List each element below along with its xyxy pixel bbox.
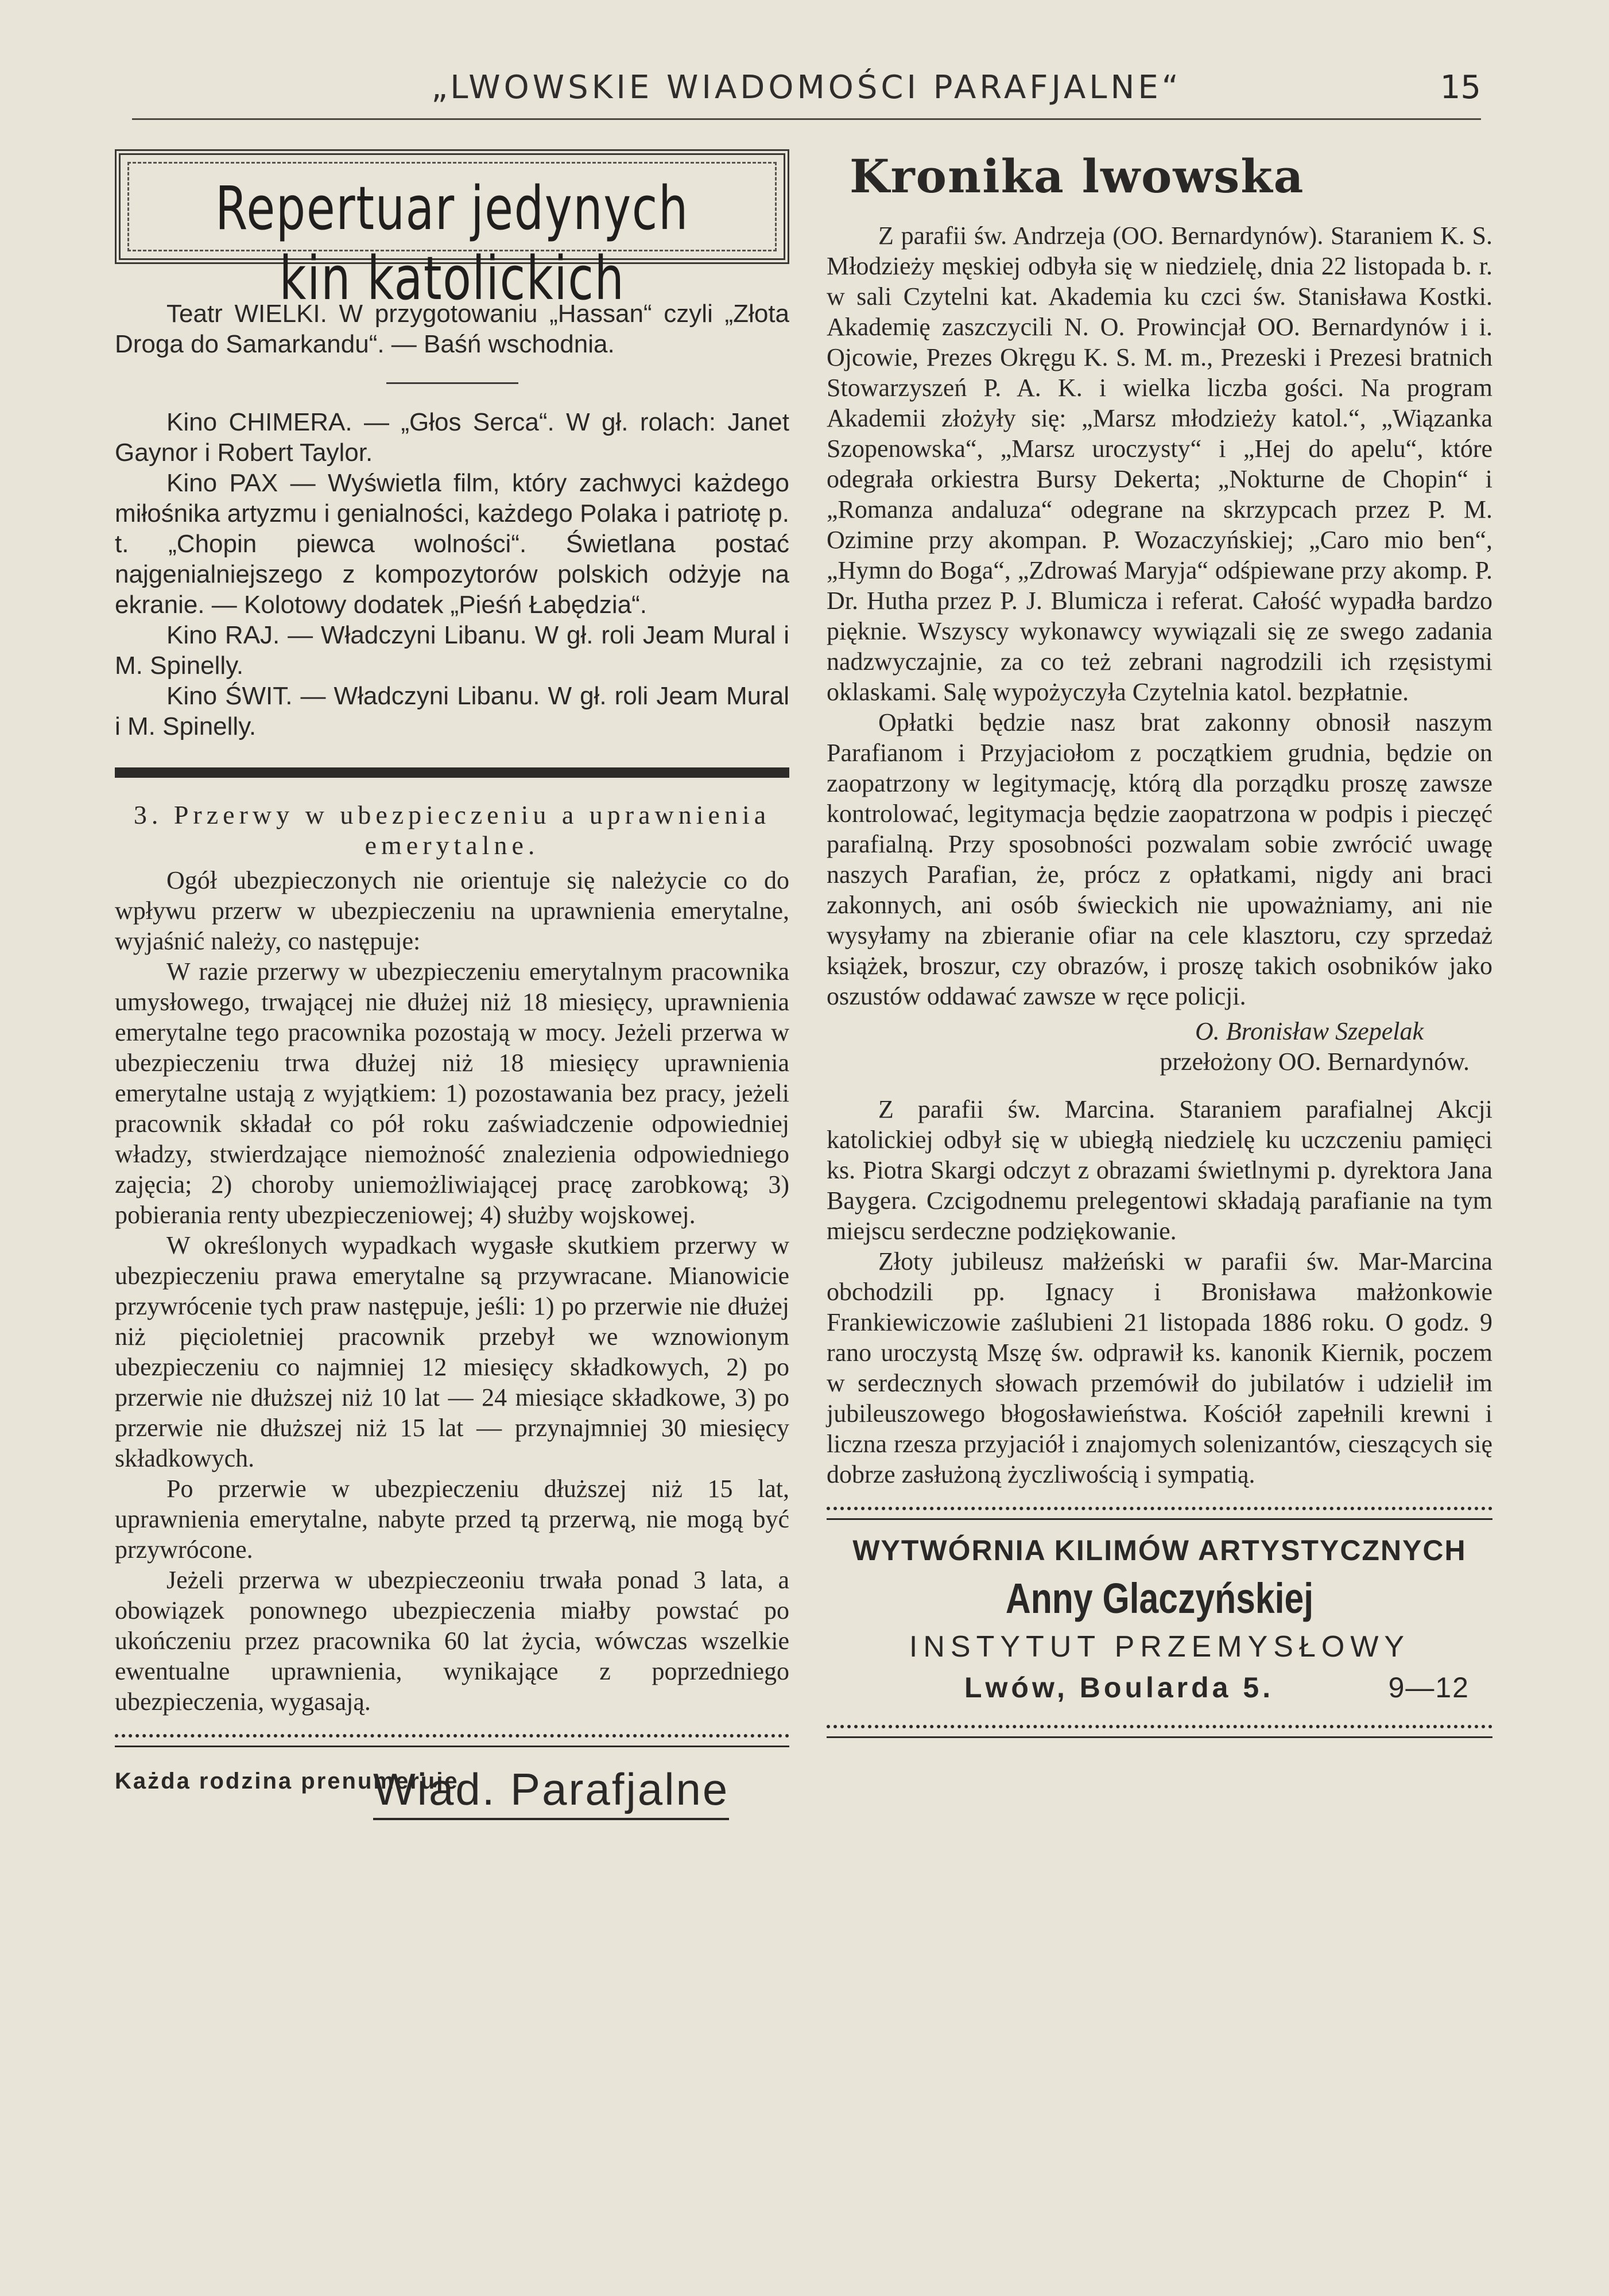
subscription-tagline: Każda rodzina prenumeruje [115,1768,459,1794]
ad-separator-bottom [827,1725,1492,1738]
subscription-title: Wiad. Parafjalne [373,1763,729,1820]
signature-name: O. Bronisław Szepelak [1195,1017,1424,1045]
chronicle-heading: Kronika lwowska [850,149,1305,203]
article-paragraph: W określonych wypadkach wygasłe skutkiem przerwy w ubezpieczeniu prawa emerytalne są przywracane. Mianowicie przywrócenie tych praw następuje, jeśli: 1) po przerwie nie dłużej niż pięcioletniej pracownik przebył we wznowionym ubezpieczeniu co najmniej 12 miesięcy składkowych, 2) po przerwie nie dłuższej niż 10 lat — 24 miesiące składkowe, 3) po przerwie nie dłuższej niż 15 lat — przynajmniej 30 miesięcy składkowych. [115,1231,789,1472]
signature-role: przełożony OO. Bernardynów. [1160,1048,1470,1076]
chronicle-paragraph: Z parafii św. Andrzeja (OO. Bernardynów). Staraniem K. S. Młodzieży męskiej odbyła się w niedzielę, dnia 22 listopada b. r. w sali Czytelni kat. Akademia ku czci św. Stanisława Kostki. Akademię zaszczycili N. O. Prowincjał OO. Bernardynów i i. Ojcowie, Prezes Okręgu K. S. M. m., Prezeski i Prezesi bratnich Stowarzyszeń P. A. K. i wielka liczba gości. Na program Akademii złożyły się: „Marsz młodzieży katol.“, „Wiązanka Szopenowska“, „Marsz uroczysty“ i „Hej do apelu“, które odegrała orkiestra Bursy Dekerta; „Nokturne de Chopin“ i „Romanza andaluza“ odegrane na skrzypcach przez P. M. Ozimine przy akompan. P. Wozaczyńskiej; „Caro mio ben“, „Hymn do Boga“, „Zdrowaś Maryja“ odśpiewane przy akomp. P. Dr. Hutha przez P. J. Blumicza i referat. Całość wypadła bardzo pięknie. Wszyscy wykonawcy wywiązali się ze swego zadania nadzwyczajnie, za co też zebrani nagrodzili ich rzęsistymi oklaskami. Salę wypożyczyła Czytelnia katol. bezpłatnie. [827,222,1492,706]
short-divider [386,382,518,384]
section-divider [115,767,789,778]
article-paragraph: Po przerwie w ubezpieczeniu dłuższej niż 15 lat, uprawnienia emerytalne, nabyte przed tą przerwą, nie mogą być przywrócone. [115,1475,789,1564]
publication-title: „LWOWSKIE WIADOMOŚCI PARAFJALNE“ [431,69,1182,106]
cinema-wielki: Teatr WIELKI. W przygotowaniu „Hassan“ czyli „Złota Droga do Samarkandu“. — Baśń wschodnia. [115,300,789,358]
ad-line: WYTWÓRNIA KILIMÓW ARTYSTYCZNYCH [852,1534,1467,1566]
ad-code: 9—12 [1388,1671,1470,1704]
cinema-swit: Kino ŚWIT. — Władczyni Libanu. W gł. roli Jeam Mural i M. Spinelly. [115,682,789,740]
running-header [132,69,1481,121]
chronicle-paragraph: Złoty jubileusz małżeński w parafii św. Mar-Marcina obchodzili pp. Ignacy i Bronisława małżonkowie Frankiewiczowie zaślubieni 21 listopada 1886 roku. O godz. 9 rano uroczystą Mszę św. odprawił ks. kanonik Kiernik, poczem w serdecznych słowach przemówił do jubilatów i udzielił im jubileuszowego błogosławieństwa. Kościół zapełnili krewni i liczna rzesza przyjaciół i znajomych solenizantów, cieszących się dobrze zasłużoną życzliwością i sympatią. [827,1247,1492,1488]
ad-line: INSTYTUT PRZEMYSŁOWY [909,1630,1410,1663]
chronicle-paragraph: Opłatki będzie nasz brat zakonny obnosił naszym Parafianom i Przyjaciołom z początkiem grudnia, będzie on zaopatrzony w legitymację, którą dla porządku proszę zawsze kontrolować, legitymacja będzie zaopatrzona w podpis i pieczęć parafialną. Przy sposobności pozwalam sobie zwrócić uwagę naszych Parafian, że, prócz z opłatkami, nigdy ani braci zakonnych, ani osób świeckich nie upoważniamy, ani nie wysyłamy na zbieranie ofiar na cele klasztoru, czy sprzedaż książek, broszur, czy obrazów, i proszę takich osobników jako oszustów oddawać zawsze w ręce policji. [827,708,1492,1010]
article-paragraph: W razie przerwy w ubezpieczeniu emerytalnym pracownika umysłowego, trwającej nie dłużej niż 18 miesięcy, uprawnienia emerytalne tego pracownika pozostają w mocy. Jeżeli przerwa w ubezpieczeniu trwa dłużej niż 18 miesięcy uprawnienia emerytalne ustają z wyjątkiem: 1) pozostawania bez pracy, jeżeli pracownik składał co pół roku zaświadczenie odpowiedniej władzy, stwierdzające niemożność znalezienia odpowiedniego zajęcia; 2) choroby uniemożliwiającej pracę zarobkową; 3) pobierania renty ubezpieczeniowej; 4) służby wojskowej. [115,957,789,1229]
subscription-ad [115,1763,789,1832]
ad-address: Lwów, Boularda 5. [964,1671,1274,1704]
right-column [827,149,1492,1752]
ad-owner: Anny Glaczyńskiej [1005,1574,1314,1622]
article-paragraph: Ogół ubezpieczonych nie orientuje się należycie co do wpływu przerw w ubezpieczeniu na uprawnienia emerytalne, wyjaśnić należy, co następuje: [115,866,789,955]
ad-separator-top [827,1507,1492,1520]
chronicle-paragraph: Z parafii św. Marcina. Staraniem parafialnej Akcji katolickiej odbył się w ubiegłą niedzielę ku uczczeniu pamięci ks. Piotra Skargi odczyt z obrazami świetlnymi p. dyrektora Jana Baygera. Czcigodnemu prelegentowi składają parafianie na tym miejscu serdeczne podziękowanie. [827,1095,1492,1245]
cinema-pax: Kino PAX — Wyświetla film, który zachwyci każdego miłośnika artyzmu i genialności, każdego Polaka i patriotę p. t. „Chopin piewca wolności“. Świetlana postać najgenialniejszego z kompozytorów polskich odżyje na ekranie. — Kolotowy dodatek „Pieśń Łabędzia“. [115,469,789,619]
cinema-chimera: Kino CHIMERA. — „Głos Serca“. W gł. rolach: Janet Gaynor i Robert Taylor. [115,408,789,467]
header-rule [132,118,1481,120]
cinema-banner [115,149,789,313]
kilim-advertisement [827,1534,1492,1708]
ad-address-row [827,1671,1492,1708]
page-number: 15 [1440,69,1481,106]
banner-title: Repertuar jedynych kin katolickich [215,173,689,313]
left-column [115,149,789,1832]
section-heading: 3. Przerwy w ubezpieczeniu a uprawnienia emerytalne. [133,800,771,860]
article-paragraph: Jeżeli przerwa w ubezpieczeoniu trwała ponad 3 lata, a obowiązek ponownego ubezpieczenia miałby powstać po ukończeniu przez pracownika 60 lat życia, wówczas wszelkie ewentualne uprawnienia, wynikające z poprzedniego ubezpieczenia, wygasają. [115,1566,789,1716]
cinema-raj: Kino RAJ. — Władczyni Libanu. W gł. roli Jeam Mural i M. Spinelly. [115,621,789,680]
footer-separator [115,1734,789,1747]
